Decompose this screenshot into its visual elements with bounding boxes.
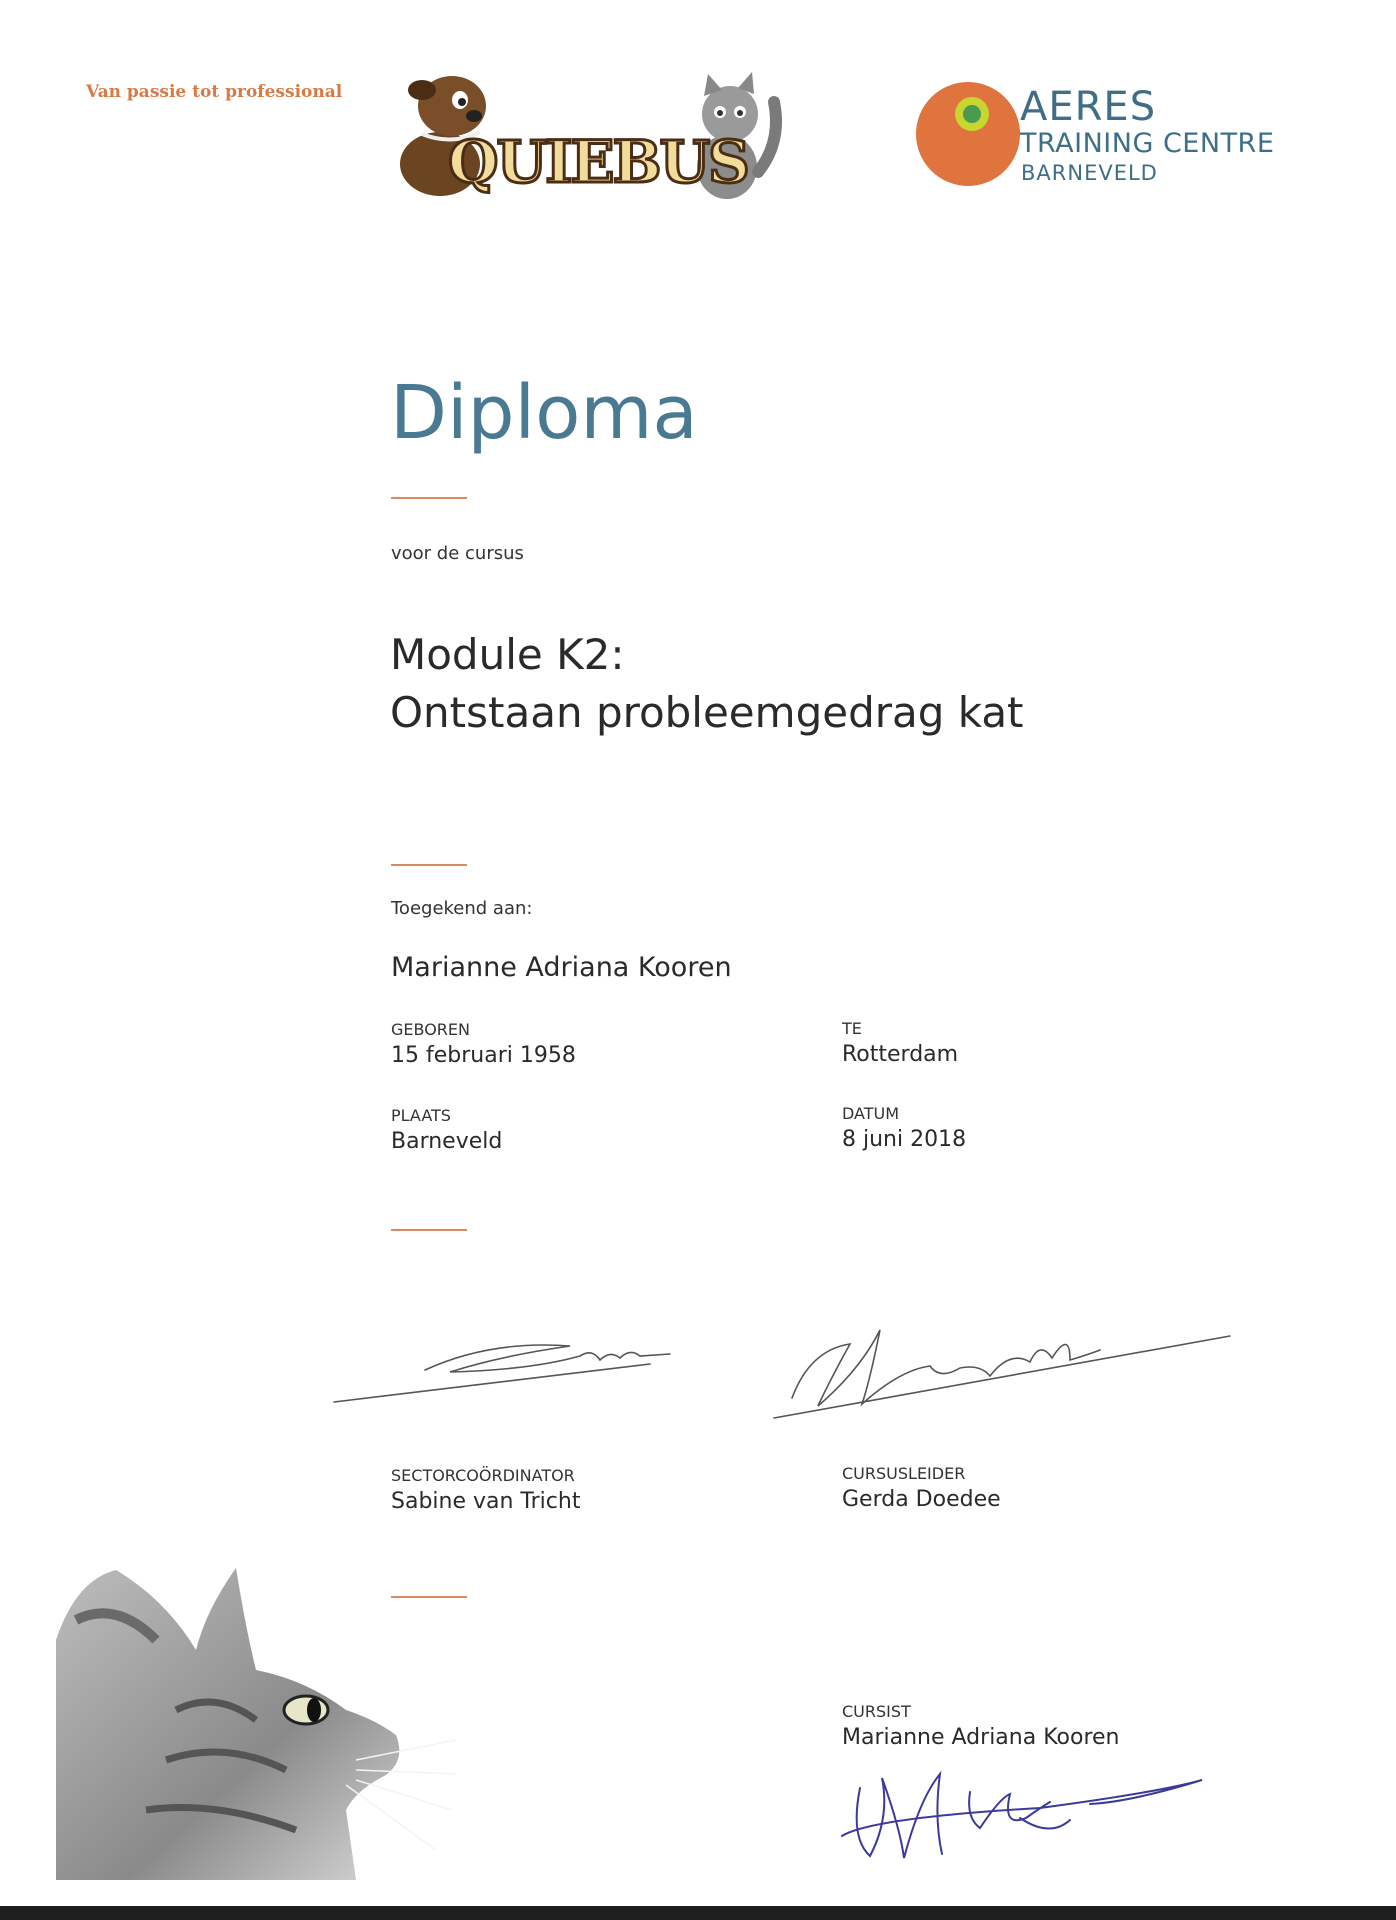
leader-name: Gerda Doedee <box>842 1487 1001 1512</box>
born-label: GEBOREN <box>391 1020 470 1039</box>
cat-photo <box>56 1560 456 1880</box>
aeres-logo-icon <box>906 80 1022 188</box>
dog-ear <box>408 80 436 100</box>
divider <box>391 1229 467 1231</box>
coordinator-role: SECTORCOÖRDINATOR <box>391 1466 575 1485</box>
aeres-name: AERES <box>1020 84 1157 130</box>
student-signature <box>830 1758 1210 1868</box>
birthplace-value: Rotterdam <box>842 1042 959 1067</box>
tagline: Van passie tot professional <box>86 82 343 102</box>
coordinator-signature <box>330 1320 680 1410</box>
dog-nose <box>466 110 482 122</box>
birthplace-label: TE <box>842 1019 862 1038</box>
date-label: DATUM <box>842 1104 900 1123</box>
divider <box>391 497 467 499</box>
place-label: PLAATS <box>391 1106 451 1125</box>
student-name: Marianne Adriana Kooren <box>842 1725 1120 1750</box>
leader-role: CURSUSLEIDER <box>842 1464 966 1483</box>
recipient-name: Marianne Adriana Kooren <box>391 952 732 983</box>
coordinator-name: Sabine van Tricht <box>391 1489 581 1514</box>
awarded-label: Toegekend aan: <box>391 898 533 919</box>
leader-signature <box>770 1310 1240 1425</box>
diploma-title: Diploma <box>390 370 698 456</box>
divider <box>391 864 467 866</box>
aeres-city: BARNEVELD <box>1021 161 1158 185</box>
cat-tail <box>758 102 776 172</box>
quiebus-wordmark: QUIEBUS <box>448 128 748 196</box>
course-name-line-1: Module K2: <box>390 630 625 679</box>
student-role: CURSIST <box>842 1702 911 1721</box>
course-intro: voor de cursus <box>391 543 524 564</box>
born-value: 15 februari 1958 <box>391 1043 576 1068</box>
date-value: 8 juni 2018 <box>842 1127 967 1152</box>
place-value: Barneveld <box>391 1129 503 1154</box>
course-name-line-2: Ontstaan probleemgedrag kat <box>390 688 1024 737</box>
scan-edge-bar <box>0 1906 1396 1920</box>
aeres-subtitle: TRAINING CENTRE <box>1020 128 1275 159</box>
